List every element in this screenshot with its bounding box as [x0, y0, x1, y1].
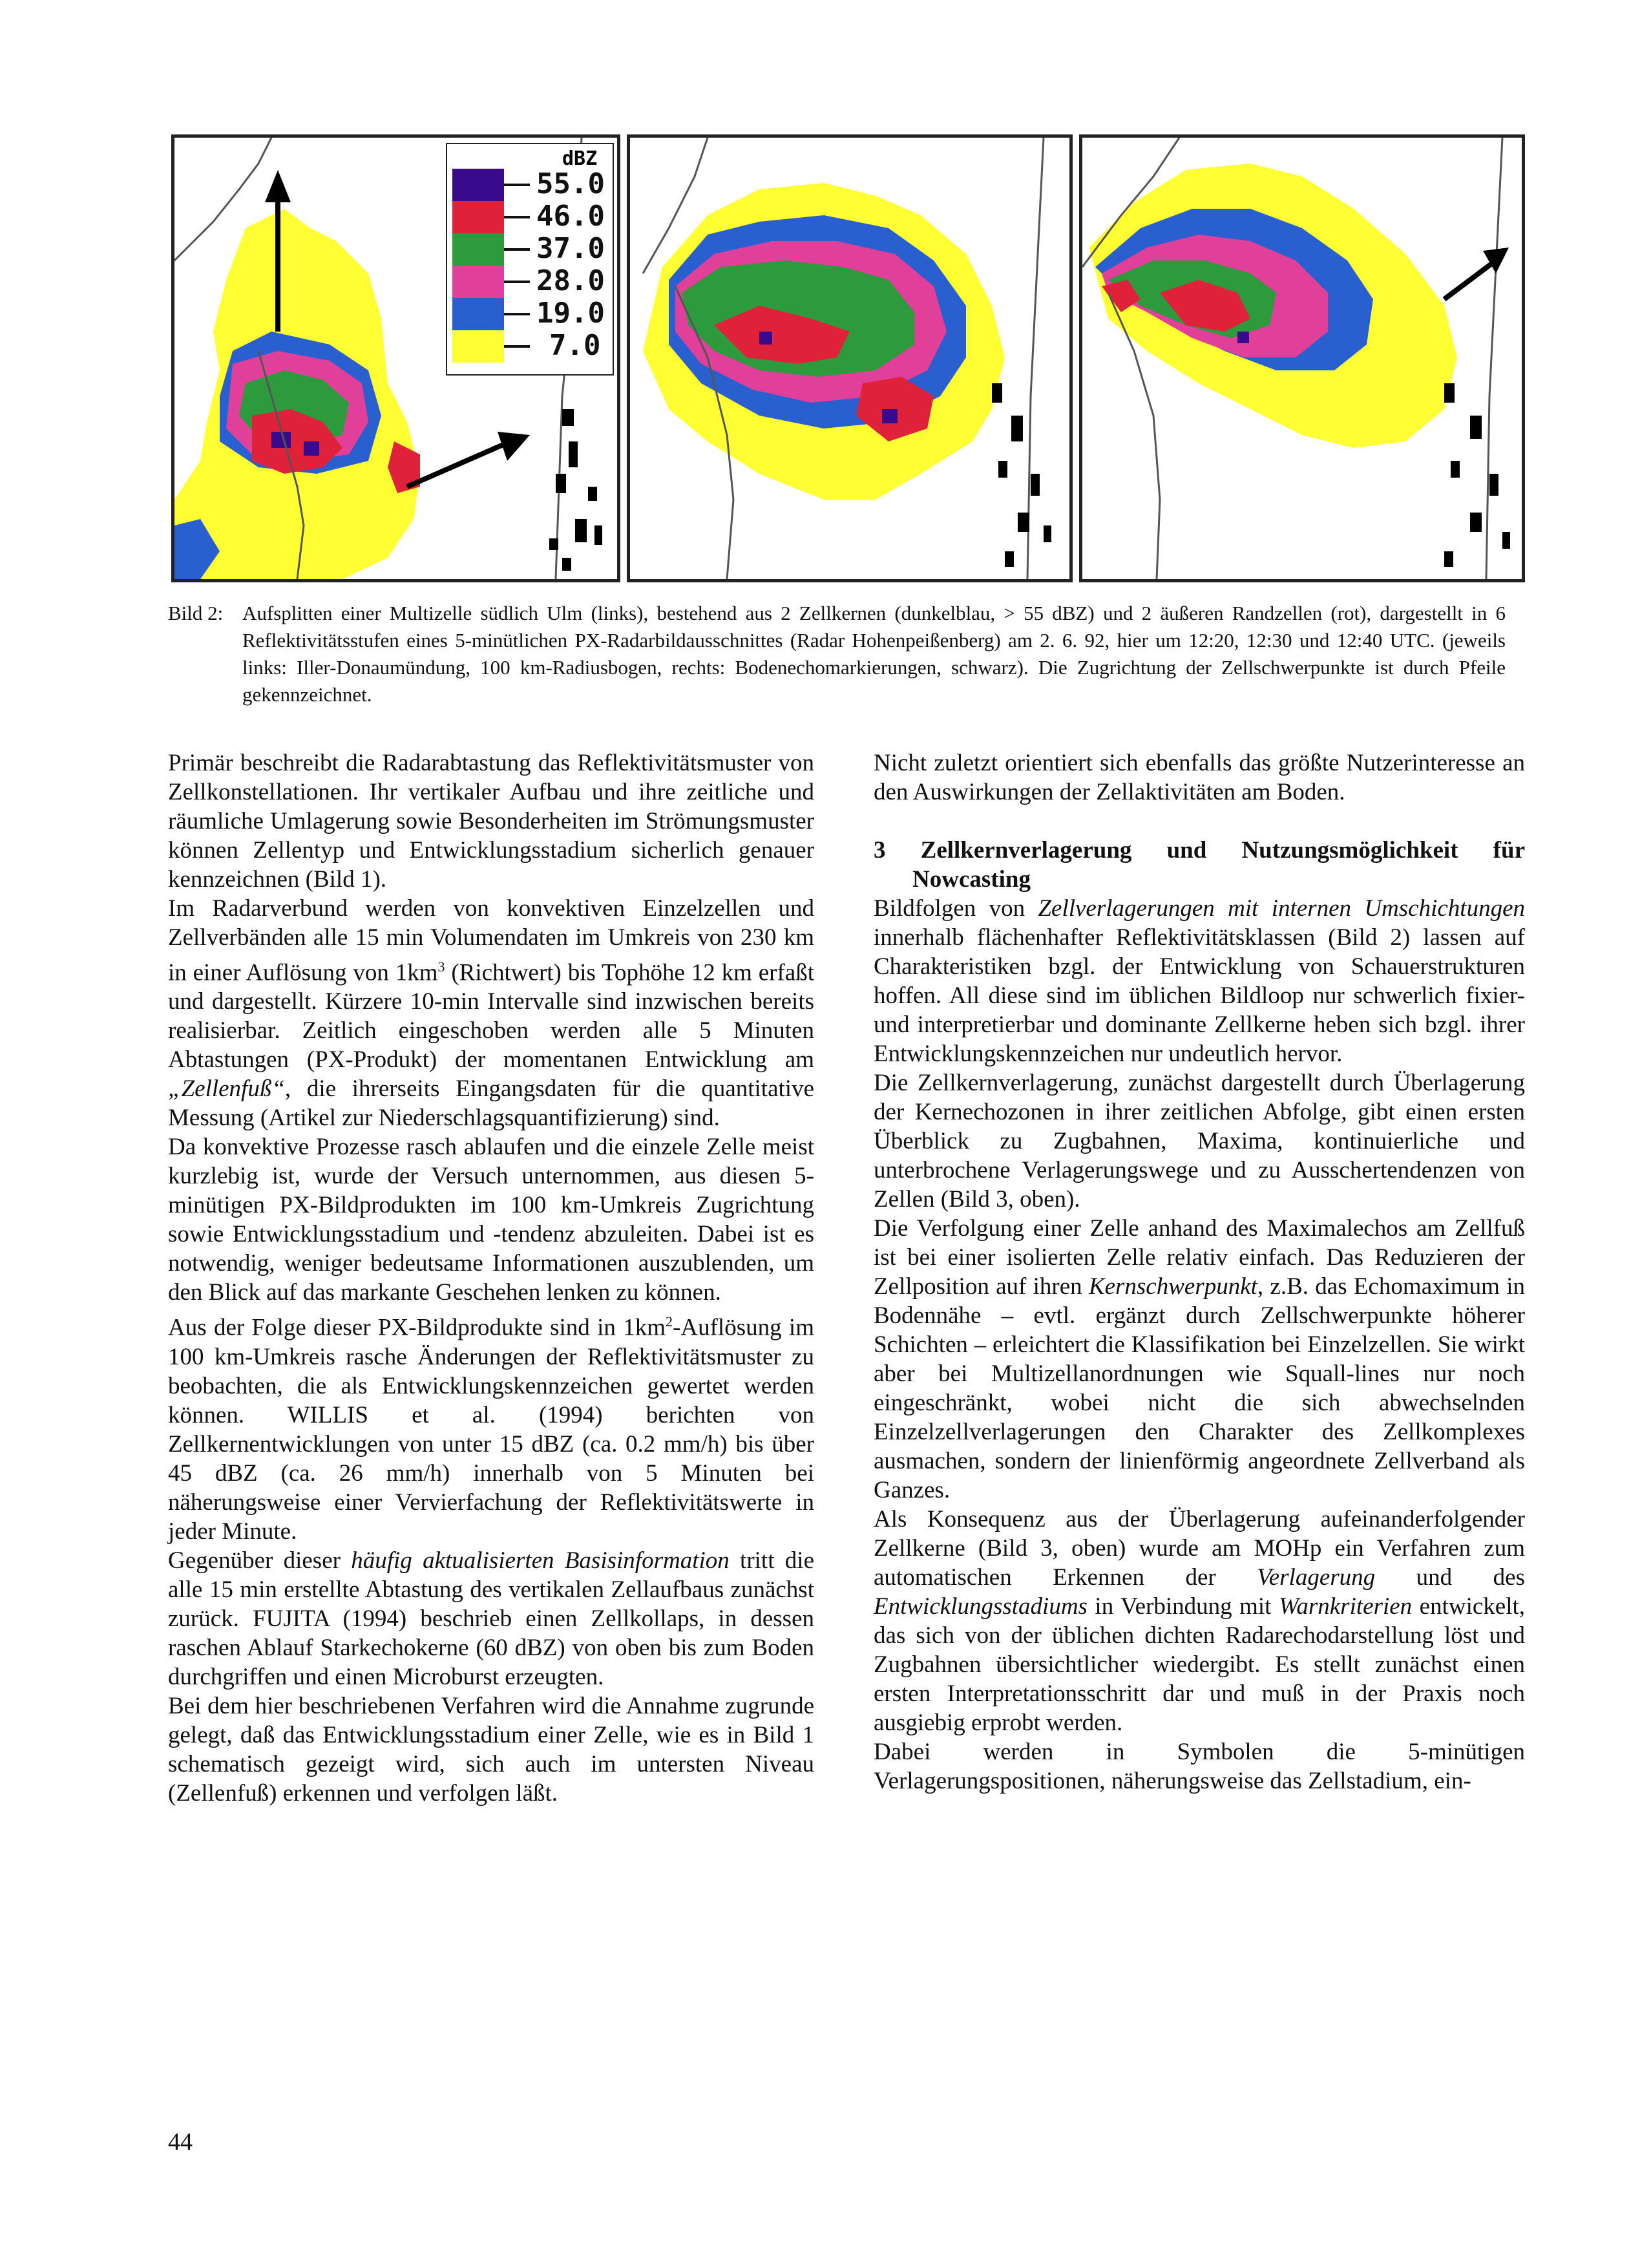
- paragraph: Als Konsequenz aus der Überlagerung aufeinanderfolgender Zellkerne (Bild 3, oben) wurde am MOHp ein Verfahren zum automatischen Erkennen der Verlagerung und des Entwicklungsstadiums in Verbindung mit Warnkriterien entwickelt, das sich von der üblichen dichten Radarechodarstellung löst und Zugbahnen übersichtlicher wiedergibt. Es stellt zunächst einen ersten Interpretationsschritt dar und muß in der Praxis noch ausgiebig erprobt werden.: [874, 1506, 1526, 1736]
- radar-panel-1240: [1079, 134, 1525, 582]
- paragraph: Im Radarverbund werden von konvektiven Einzelzellen und Zellverbänden alle 15 min Volumendaten im Umkreis von 230 km in einer Auflösung von $1km^3$ (Richtwert) bis Tophöhe 12 km erfaßt und dargestellt. Kürzere 10-min Intervalle sind inzwischen bereits realisierbar. Zeitlich eingeschoben werden alle 5 Minuten Abtastungen (PX-Produkt) der momentanen Entwicklung am „Zellenfuß“, die ihrerseits Eingangsdaten für die quantitative Messung (Artikel zur Niederschlagsquantifizierung) sind.: [168, 895, 815, 1132]
- caption-label: Bild 2:: [168, 602, 224, 624]
- legend-swatch-46: [452, 201, 504, 233]
- legend-swatch-37: [452, 233, 504, 266]
- paragraph: Aus der Folge dieser PX-Bildprodukte sind in $1km^2$-Auflösung im 100 km-Umkreis rasche Änderungen der Reflektivitätsmuster zu beobachten, die als Entwicklungskennzeichen gewertet werden können. WILLIS et al. (1994) berichten von Zellkernentwicklungen von unter 15 dBZ (ca. 0.2 mm/h) bis über 45 dBZ (ca. 26 mm/h) innerhalb von 5 Minuten bei näherungsweise einer Vervierfachung der Reflektivitätswerte in jeder Minute.: [168, 1313, 814, 1545]
- paragraph: Gegenüber dieser häufig aktualisierten Basisinformation tritt die alle 15 min erstellte Abtastung des vertikalen Zellaufbaus zunächst zurück. FUJITA (1994) beschrieb einen Zellkollaps, in dessen raschen Ablauf Starkechokerne (60 dBZ) von oben bis zum Boden durchgriffen und einen Microburst erzeugten.: [168, 1547, 814, 1690]
- legend-value-7: 7.0: [549, 329, 601, 362]
- section-heading: 3 Zellkernverlagerung und Nutzungsmöglichkeit für Nowcasting: [874, 837, 1525, 893]
- caption-text: Aufsplitten einer Multizelle südlich Ulm (links), bestehend aus 2 Zellkernen (dunkelblau, > 55 dBZ) und 2 äußeren Randzellen (rot), dargestellt in 6 Reflektivitätsstufen eines 5-minütlichen PX-Radarbildausschnittes (Radar Hohenpeißenberg) am 2. 6. 92, hier um 12:20, 12:30 und 12:40 UTC. (jeweils links: Iller-Donaumündung, 100 km-Radiusbogen, rechts: Bodenechomarkierungen, schwarz). Die Zugrichtung der Zellschwerpunkte ist durch Pfeile gekennzeichnet.: [242, 602, 1506, 706]
- radar-figure: [171, 134, 1525, 582]
- paragraph: Dabei werden in Symbolen die 5-minütigen Verlagerungspositionen, näherungsweise das Zellstadium, ein-: [874, 1739, 1525, 1794]
- radar-image-3: [1082, 138, 1522, 579]
- paragraph: Nicht zuletzt orientiert sich ebenfalls das größte Nutzerinteresse an den Auswirkungen der Zellaktivitäten am Boden.: [874, 750, 1525, 805]
- paragraph: Da konvektive Prozesse rasch ablaufen und die einzele Zelle meist kurzlebig ist, wurde der Versuch unternommen, aus diesen 5-minütigen PX-Bildprodukten im 100 km-Umkreis Zugrichtung sowie Entwicklungsstadium und -tendenz abzuleiten. Dabei ist es notwendig, weniger bedeutsame Informationen auszublenden, um den Blick auf das markante Geschehen lenken zu können.: [168, 1134, 814, 1306]
- paragraph: Bei dem hier beschriebenen Verfahren wird die Annahme zugrunde gelegt, daß das Entwicklungsstadium einer Zelle, wie es in Bild 1 schematisch gezeigt wird, sich auch im untersten Niveau (Zellenfuß) erkennen und verfolgen läßt.: [168, 1692, 814, 1807]
- legend-value-19: 19.0: [536, 297, 605, 330]
- radar-panel-1220: [171, 134, 620, 582]
- reflectivity-legend: [446, 143, 614, 376]
- paragraph: Primär beschreibt die Radarabtastung das Reflektivitätsmuster von Zellkonstellationen. Ihr vertikaler Aufbau und ihre zeitliche und räumliche Umlagerung sowie Besonderheiten im Strömungsmuster können Zellentyp und Entwicklungsstadium sicherlich genauer kennzeichnen (Bild 1).: [168, 750, 814, 893]
- legend-swatch-28: [452, 266, 504, 298]
- left-column: [168, 748, 814, 1808]
- right-column: [874, 748, 1525, 1796]
- figure-caption: [168, 600, 1506, 708]
- legend-value-55: 55.0: [536, 167, 605, 200]
- paragraph: Bildfolgen von Zellverlagerungen mit internen Umschichtungen innerhalb flächenhafter Reflektivitätsklassen (Bild 2) lassen auf Charakteristiken bzgl. der Entwicklung von Schauerstrukturen hoffen. All diese sind im üblichen Bildloop nur schwerlich fixier- und interpretierbar und dominante Zellkerne heben sich bzgl. ihrer Entwicklungskennzeichen nur undeutlich hervor.: [874, 895, 1526, 1067]
- legend-value-37: 37.0: [536, 232, 605, 265]
- legend-swatch-19: [452, 298, 504, 330]
- radar-image-2: [630, 138, 1069, 579]
- legend-value-46: 46.0: [536, 200, 605, 233]
- legend-value-28: 28.0: [536, 264, 605, 297]
- radar-panel-1230: [627, 134, 1073, 582]
- page-number: 44: [168, 2128, 193, 2156]
- legend-swatch-55: [452, 169, 504, 201]
- paragraph: Die Verfolgung einer Zelle anhand des Maximalechos am Zellfuß ist bei einer isolierten Zelle relativ einfach. Das Reduzieren der Zellposition auf ihren Kernschwerpunkt, z.B. das Echomaximum in Bodennähe – evtl. ergänzt durch Zellschwerpunkte höherer Schichten – erleichtert die Klassifikation bei Einzelzellen. Sie wirkt aber bei Multizellanordnungen wie Squall-lines nur noch eingeschränkt, wobei nicht die sich abwechselnden Einzelzellverlagerungen den Charakter des Zellkomplexes ausmachen, sondern der linienförmig angeordnete Zellverband als Ganzes.: [874, 1215, 1525, 1503]
- legend-unit: dBZ: [562, 147, 598, 170]
- legend-swatch-7: [452, 330, 504, 363]
- paragraph: Die Zellkernverlagerung, zunächst dargestellt durch Überlagerung der Kernechozonen in ihrer zeitlichen Abfolge, gibt einen ersten Überblick zu Zugbahnen, Maxima, kontinuierliche und unterbrochene Verlagerungswege und zu Ausschertendenzen von Zellen (Bild 3, oben).: [874, 1070, 1525, 1213]
